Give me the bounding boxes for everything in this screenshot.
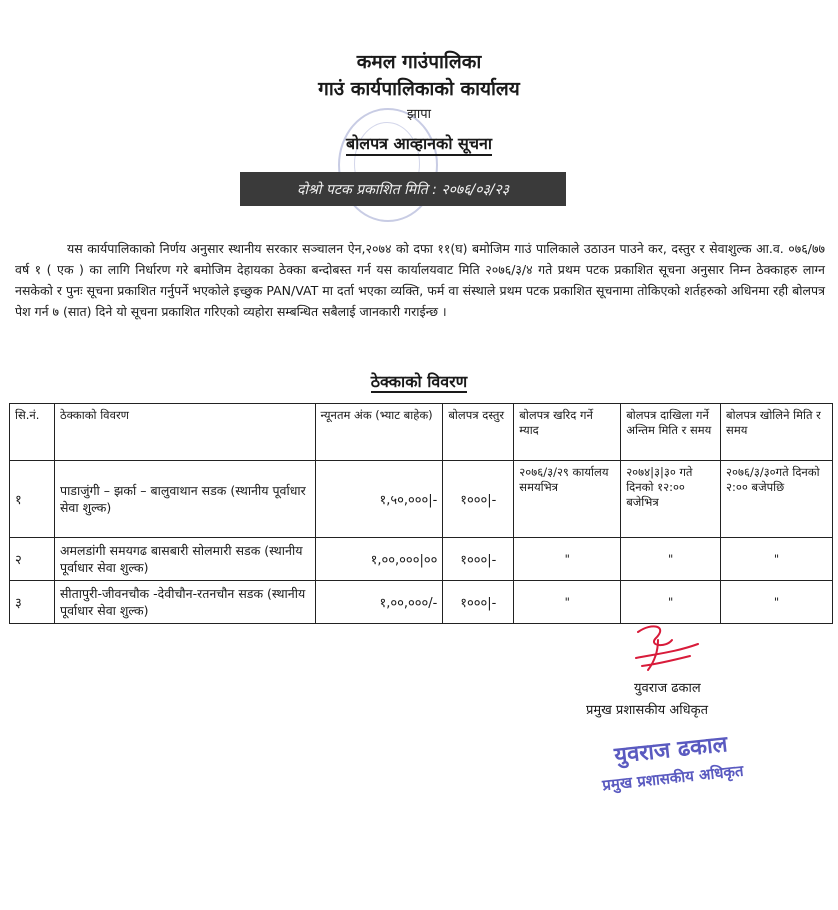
table-header-row xyxy=(10,404,833,461)
header-sn: सि.नं. xyxy=(10,404,55,461)
row-work: अमलडांगी समयगढ बासबारी सोलमारी सडक (स्थानीय पूर्वाधार सेवा शुल्क) xyxy=(54,538,315,581)
row-buy-deadline: २०७६/३/२९ कार्यालय समयभित्र xyxy=(514,461,621,538)
handwritten-signature xyxy=(628,618,702,678)
row-open-date: " xyxy=(721,581,833,624)
notice-title-text: बोलपत्र आव्हानको सूचना xyxy=(346,134,492,156)
office-name: गाउं कार्यपालिकाको कार्यालय xyxy=(318,78,520,100)
header-fee: बोलपत्र दस्तुर xyxy=(443,404,514,461)
row-min-amount: १,५०,०००|- xyxy=(315,461,443,538)
section-title xyxy=(0,370,838,392)
row-min-amount: १,००,०००|०० xyxy=(315,538,443,581)
row-sn: २ xyxy=(10,538,55,581)
stamp-name: युवराज ढकाल xyxy=(613,732,729,769)
row-sn: १ xyxy=(10,461,55,538)
signatory-title: प्रमुख प्रशासकीय अधिकृत xyxy=(586,703,709,718)
org-name: कमल गाउंपालिका xyxy=(356,51,482,73)
stamp-title: प्रमुख प्रशासकीय अधिकृत xyxy=(601,761,745,795)
row-submit-deadline: २०७४|३|३० गते दिनको १२:०० बजेभित्र xyxy=(621,461,721,538)
row-min-amount: १,००,०००/- xyxy=(315,581,443,624)
tender-table xyxy=(9,403,833,624)
row-fee: १०००|- xyxy=(443,581,514,624)
publication-date-band: दोश्रो पटक प्रकाशित मिति : २०७६/०३/२३ xyxy=(240,172,566,206)
row-submit-deadline: " xyxy=(621,538,721,581)
row-open-date: २०७६/३/३०गते दिनको २:०० बजेपछि xyxy=(721,461,833,538)
row-sn: ३ xyxy=(10,581,55,624)
row-work: पाडाजुंगी – झर्का – बालुवाथान सडक (स्थानीय पूर्वाधार सेवा शुल्क) xyxy=(54,461,315,538)
notice-title xyxy=(0,132,838,154)
row-fee: १०००|- xyxy=(443,461,514,538)
row-submit-deadline: " xyxy=(621,581,721,624)
header-submit-deadline: बोलपत्र दाखिला गर्ने अन्तिम मिति र समय xyxy=(621,404,721,461)
table-row xyxy=(10,538,833,581)
header-buy-deadline: बोलपत्र खरिद गर्ने म्याद xyxy=(514,404,621,461)
section-title-text: ठेक्काको विवरण xyxy=(370,372,468,391)
row-buy-deadline: " xyxy=(514,538,621,581)
header-work: ठेक्काको विवरण xyxy=(54,404,315,461)
notice-body: यस कार्यपालिकाको निर्णय अनुसार स्थानीय सरकार सञ्चालन ऐन,२०७४ को दफा ११(घ) बमोजिम गाउं पालिकाले उठाउन पाउने कर, दस्तुर र सेवाशुल्क आ.व. ०७६/७७ वर्ष १ ( एक ) का लागि निर्धारण गरे बमोजिम देहायका ठेक्का बन्दोबस्त गर्न यस कार्यालयवाट मिति २०७६/३/४ गते प्रथम पटक प्रकाशित सूचना अनुसार निम्न ठेक्काहरु लाग्न नसकेको र पुनः सूचना प्रकाशित गर्नुपर्ने भएकोले इच्छुक PAN/VAT मा दर्ता भएका व्यक्ति, फर्म वा संस्थाले प्रथम पटक प्रकाशित सूचनामा तोकिएको शर्तहरुको अधिनमा रही बोलपत्र पेश गर्न ७ (सात) दिने यो सूचना प्रकाशित गरिएको व्यहोरा सम्बन्धित सबैलाई जानकारी गराईन्छ । xyxy=(15,241,825,319)
district-name: झापा xyxy=(407,107,431,122)
row-buy-deadline: " xyxy=(514,581,621,624)
table-row xyxy=(10,581,833,624)
row-open-date: " xyxy=(721,538,833,581)
row-work: सीतापुरी-जीवनचौक -देवीचौन-रतनचौन सडक (स्थानीय पूर्वाधार सेवा शुल्क) xyxy=(54,581,315,624)
row-fee: १०००|- xyxy=(443,538,514,581)
signatory-name: युवराज ढकाल xyxy=(634,681,701,696)
header-min-amount: न्यूनतम अंक (भ्याट बाहेक) xyxy=(315,404,443,461)
table-row xyxy=(10,461,833,538)
header-open-date: बोलपत्र खोलिने मिति र समय xyxy=(721,404,833,461)
